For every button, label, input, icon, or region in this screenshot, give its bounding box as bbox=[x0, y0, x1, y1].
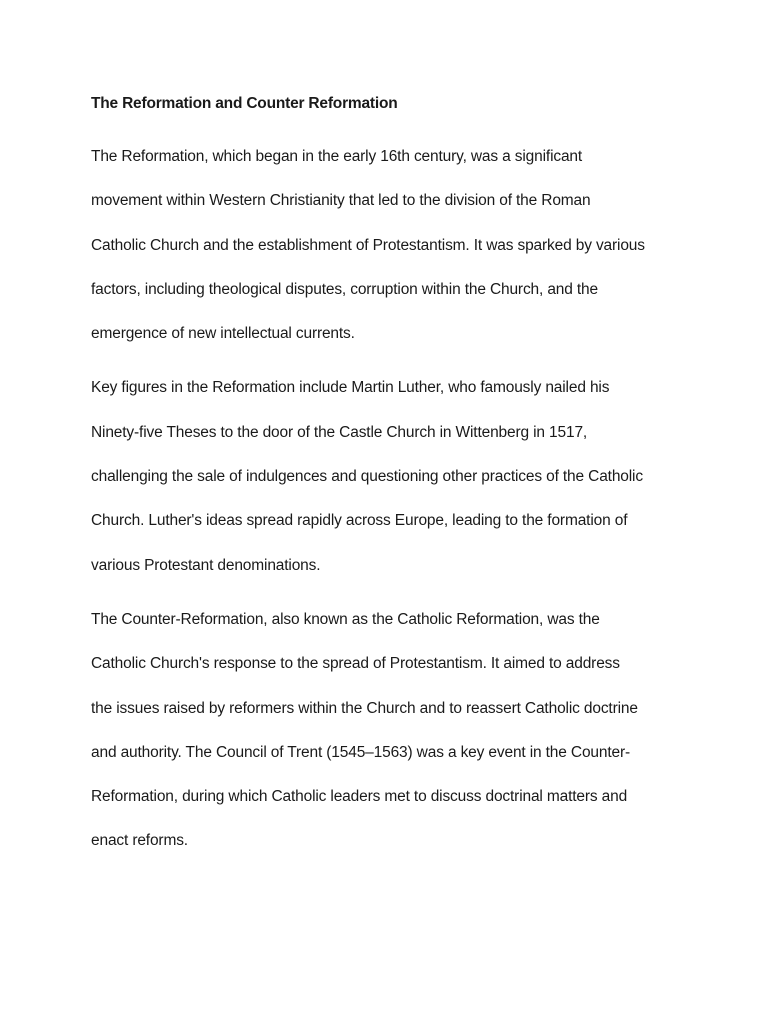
text-line: Catholic Church and the establishment of Protestantism. It was sparked by various bbox=[91, 236, 645, 254]
text-line: movement within Western Christianity that led to the division of the Roman bbox=[91, 192, 591, 210]
paragraph-key-figures bbox=[91, 366, 691, 587]
text-line: The Reformation, which began in the early 16th century, was a significant bbox=[91, 148, 583, 165]
text-line: Ninety-five Theses to the door of the Castle Church in Wittenberg in 1517, bbox=[91, 423, 588, 441]
paragraph-counter-reformation bbox=[91, 598, 691, 864]
text-line: and authority. The Council of Trent (1545–1563) was a key event in the Counter- bbox=[91, 743, 631, 761]
text-line: Key figures in the Reformation include Martin Luther, who famously nailed his bbox=[91, 379, 610, 397]
text-line: Catholic Church's response to the spread of Protestantism. It aimed to address bbox=[91, 655, 620, 673]
text-line: Church. Luther's ideas spread rapidly across Europe, leading to the formation of bbox=[91, 512, 628, 530]
text-line: The Counter-Reformation, also known as the Catholic Reformation, was the bbox=[91, 610, 600, 628]
text-line: enact reforms. bbox=[91, 832, 188, 850]
document-body bbox=[91, 92, 691, 864]
text-line: challenging the sale of indulgences and questioning other practices of the Catholic bbox=[91, 468, 643, 486]
text-line: factors, including theological disputes, corruption within the Church, and the bbox=[91, 280, 598, 298]
text-line: Reformation, during which Catholic leaders met to discuss doctrinal matters and bbox=[91, 788, 628, 806]
paragraph-reformation bbox=[91, 135, 691, 356]
text-line: emergence of new intellectual currents. bbox=[91, 325, 355, 343]
document-title: The Reformation and Counter Reformation bbox=[91, 95, 398, 112]
text-line: various Protestant denominations. bbox=[91, 556, 321, 574]
text-line: the issues raised by reformers within the Church and to reassert Catholic doctrine bbox=[91, 699, 638, 717]
